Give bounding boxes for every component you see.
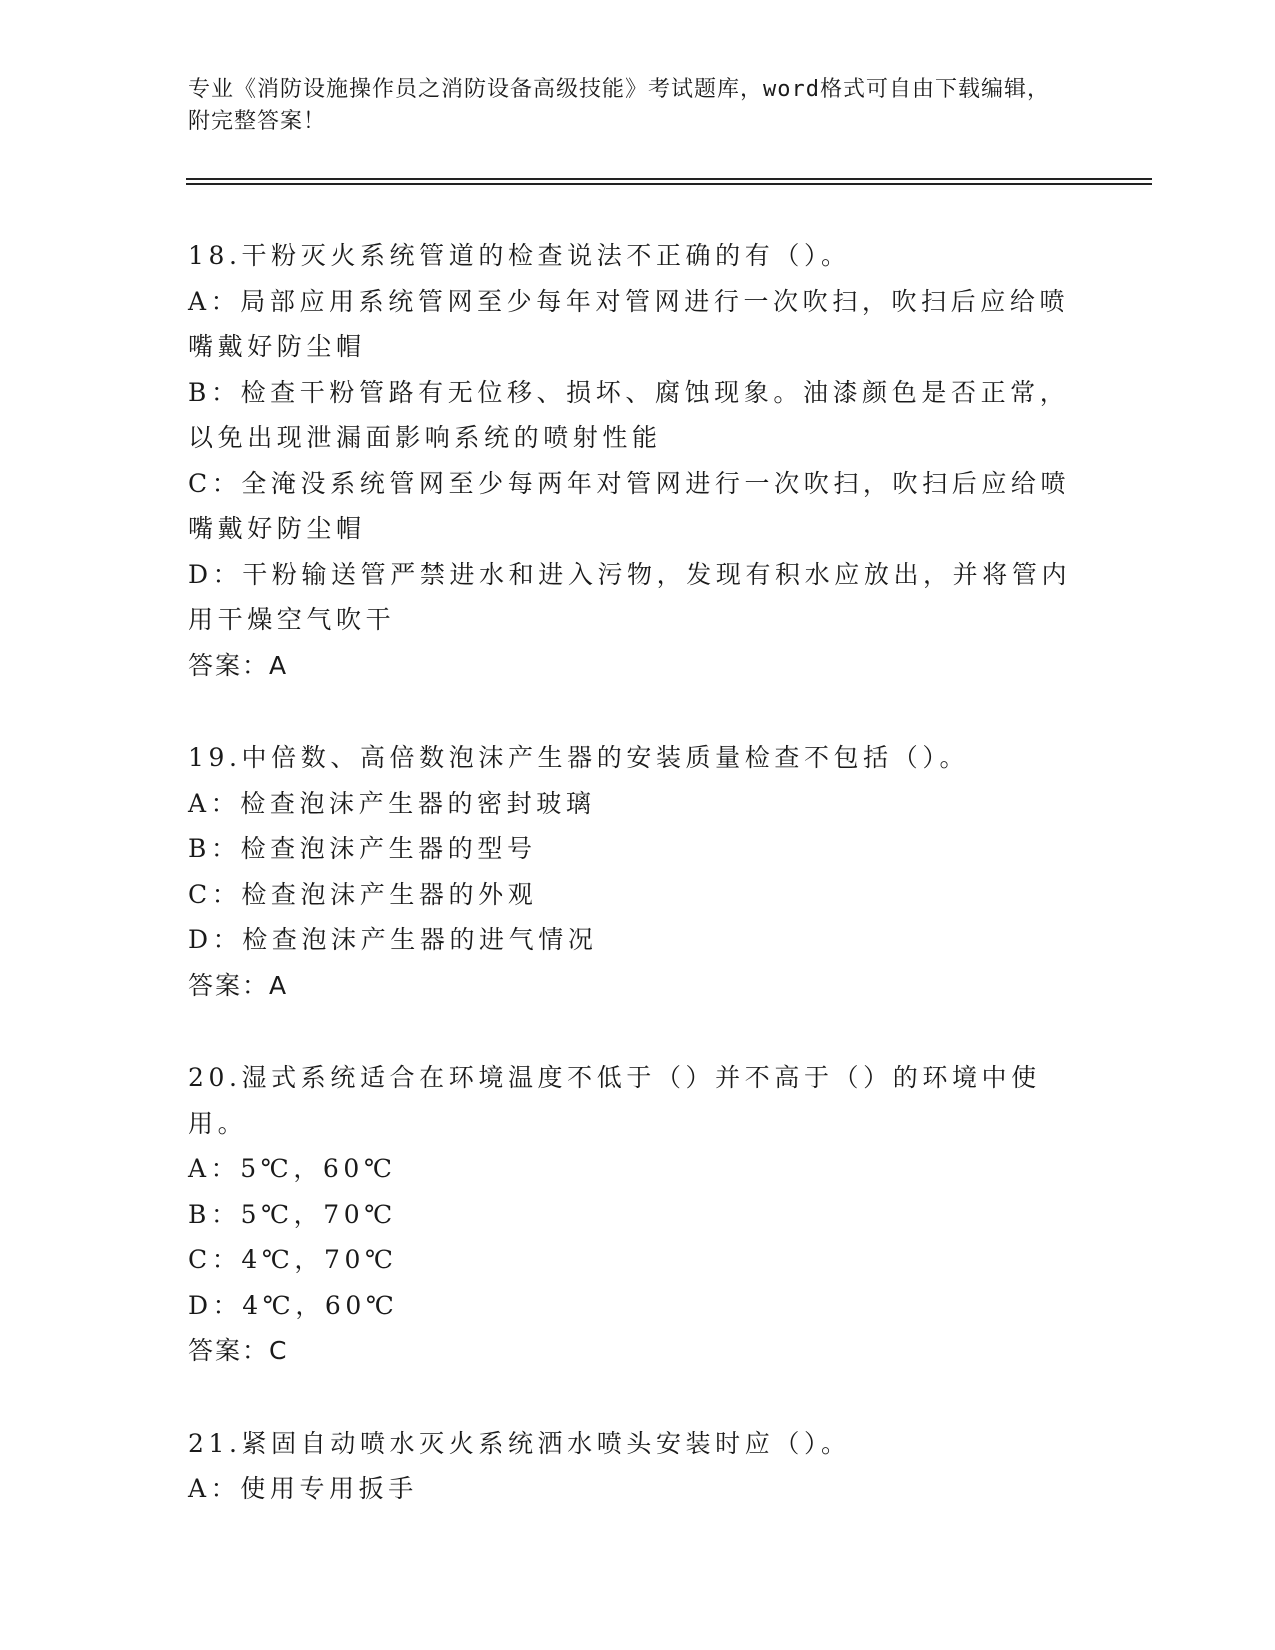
question-stem: 18.干粉灭火系统管道的检查说法不正确的有（）。 [188, 241, 851, 270]
header-divider-bottom [186, 183, 1152, 185]
option-c: C：检查泡沫产生器的外观 [188, 879, 538, 909]
answer: 答案：C [188, 1336, 289, 1365]
header-divider-top [186, 178, 1152, 180]
question-20 [188, 1055, 1088, 1374]
option-d: D：检查泡沫产生器的进气情况 [188, 925, 598, 954]
option-b: B：检查干粉管路有无位移、损坏、腐蚀现象。油漆颜色是否正常，以免出现泄漏面影响系统的喷射性能 [188, 377, 1070, 452]
option-c: C：4℃，70℃ [188, 1245, 398, 1274]
option-b: B：检查泡沫产生器的型号 [188, 834, 537, 863]
option-d: D：4℃，60℃ [188, 1290, 399, 1320]
question-19 [188, 735, 1088, 1008]
option-d: D：干粉输送管严禁进水和进入污物，发现有积水应放出，并将管内用干燥空气吹干 [188, 559, 1072, 634]
question-stem: 20.湿式系统适合在环境温度不低于（）并不高于（）的环境中使用。 [188, 1063, 1041, 1138]
answer: 答案：A [188, 650, 289, 680]
option-b: B：5℃，70℃ [188, 1199, 397, 1229]
option-a: A：检查泡沫产生器的密封玻璃 [188, 788, 596, 818]
question-stem: 19.中倍数、高倍数泡沫产生器的安装质量检查不包括（）。 [188, 743, 970, 772]
answer: 答案：A [188, 970, 289, 1000]
question-list [188, 233, 1088, 1559]
option-a: A：使用专用扳手 [188, 1474, 418, 1503]
document-header: 专业《消防设施操作员之消防设备高级技能》考试题库，word格式可自由下载编辑，附完整答案！ [188, 77, 1050, 134]
option-a: A：5℃，60℃ [188, 1154, 397, 1183]
question-stem: 21.紧固自动喷水灭火系统洒水喷头安装时应（）。 [188, 1428, 851, 1458]
option-c: C：全淹没系统管网至少每两年对管网进行一次吹扫，吹扫后应给喷嘴戴好防尘帽 [188, 468, 1071, 543]
option-a: A：局部应用系统管网至少每年对管网进行一次吹扫，吹扫后应给喷嘴戴好防尘帽 [188, 286, 1070, 361]
question-21 [188, 1421, 1088, 1512]
question-18 [188, 233, 1088, 688]
